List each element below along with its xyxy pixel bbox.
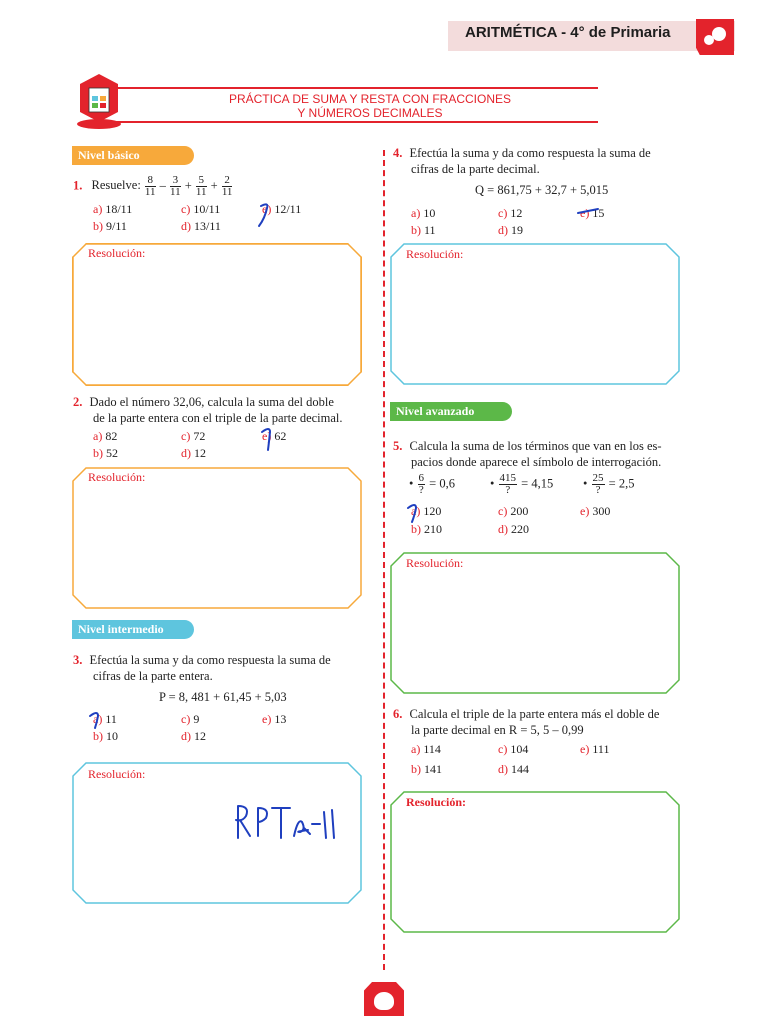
item-2: • $\frac{415}{?}$ = 4,15 (490, 472, 554, 496)
option-c[interactable]: c) 10/11 (181, 202, 221, 216)
question-4: 4. Efectúa la suma y da como respuesta la suma de cifras de la parte decimal. (393, 146, 651, 176)
option-e[interactable]: e) 62 (262, 429, 287, 443)
option-c[interactable]: c) 104 (498, 742, 529, 756)
option-c[interactable]: c) 12 (498, 206, 523, 220)
title-line-1: PRÁCTICA DE SUMA Y RESTA CON FRACCIONES (228, 92, 512, 106)
question-1: 1. Resuelve: $\frac{8}{11}$ – $\frac{3}{11}$ + $\frac{5}{11}$ + $\frac{2}{11}$ (73, 174, 233, 198)
handwritten-mark (86, 706, 106, 732)
option-a[interactable]: a) 120 (411, 504, 442, 518)
option-d[interactable]: d) 12 (181, 729, 206, 743)
resolution-label: Resolución: (406, 556, 464, 570)
title-rule-top (118, 87, 598, 89)
option-e[interactable]: e) 300 (580, 504, 611, 518)
question-3: 3. Efectúa la suma y da como respuesta la suma de cifras de la parte entera. (73, 653, 331, 683)
fraction: $\frac{2}{11}$ (221, 174, 233, 198)
option-e[interactable]: e) 15 (580, 206, 605, 220)
title-line-2: Y NÚMEROS DECIMALES (297, 106, 443, 120)
header-title: ARITMÉTICA - 4° de Primaria (465, 24, 671, 41)
handwritten-answer (228, 800, 338, 844)
column-divider (383, 150, 385, 970)
option-b[interactable]: b) 9/11 (93, 219, 127, 233)
resolution-box-border (72, 243, 362, 386)
question-text: Resuelve: (91, 178, 141, 193)
question-number: 2. (73, 395, 83, 409)
resolution-box[interactable] (390, 243, 680, 385)
question-number: 4. (393, 146, 403, 160)
option-a[interactable]: a) 82 (93, 429, 118, 443)
fraction: $\frac{3}{11}$ (170, 174, 181, 198)
page-title (150, 92, 590, 120)
handwritten-mark (576, 204, 600, 218)
item-3: • $\frac{25}{?}$ = 2,5 (583, 472, 635, 496)
option-b[interactable]: b) 141 (411, 762, 442, 776)
option-a[interactable]: a) 18/11 (93, 202, 133, 216)
option-a[interactable]: a) 10 (411, 206, 436, 220)
brand-logo-icon (696, 19, 734, 55)
handwritten-mark (258, 424, 278, 454)
option-e[interactable]: e) 13 (262, 712, 287, 726)
resolution-label: Resolución: (88, 246, 146, 260)
option-c[interactable]: c) 72 (181, 429, 206, 443)
resolution-box[interactable] (390, 552, 680, 694)
question-5: 5. Calcula la suma de los términos que van en los es- pacios donde aparece el símbolo de interrogación. (393, 439, 662, 469)
question-number: 3. (73, 653, 83, 667)
option-b[interactable]: b) 210 (411, 522, 442, 536)
resolution-label: Resolución: (406, 795, 466, 809)
question-6: 6. Calcula el triple de la parte entera más el doble de la parte decimal en R = 5, 5 – 0,99 (393, 707, 660, 737)
resolution-box[interactable] (390, 791, 680, 933)
option-a[interactable]: a) 114 (411, 742, 441, 756)
option-d[interactable]: d) 12 (181, 446, 206, 460)
option-b[interactable]: b) 11 (411, 223, 436, 237)
option-a[interactable]: a) 11 (93, 712, 117, 726)
practice-emblem-icon (74, 72, 124, 130)
option-b[interactable]: b) 52 (93, 446, 118, 460)
option-c[interactable]: c) 200 (498, 504, 529, 518)
level-tag-advanced: Nivel avanzado (390, 402, 512, 421)
option-d[interactable]: d) 220 (498, 522, 529, 536)
question-number: 5. (393, 439, 403, 453)
question-number: 6. (393, 707, 403, 721)
option-c[interactable]: c) 9 (181, 712, 200, 726)
footer-logo-icon (364, 982, 404, 1016)
option-d[interactable]: d) 144 (498, 762, 529, 776)
option-d[interactable]: d) 19 (498, 223, 523, 237)
option-e[interactable]: e) 12/11 (262, 202, 302, 216)
handwritten-mark (404, 500, 424, 526)
resolution-box[interactable] (72, 467, 362, 609)
question-2: 2. Dado el número 32,06, calcula la suma del doble de la parte entera con el triple de la parte decimal. (73, 395, 343, 425)
option-e[interactable]: e) 111 (580, 742, 610, 756)
question-number: 1. (73, 178, 83, 193)
fraction: $\frac{8}{11}$ (144, 174, 156, 198)
level-tag-intermediate: Nivel intermedio (72, 620, 194, 639)
option-d[interactable]: d) 13/11 (181, 219, 221, 233)
option-b[interactable]: b) 10 (93, 729, 118, 743)
resolution-label: Resolución: (88, 767, 146, 781)
handwritten-mark (255, 200, 275, 230)
resolution-label: Resolución: (88, 470, 146, 484)
fraction: $\frac{5}{11}$ (195, 174, 207, 198)
level-tag-basic: Nivel básico (72, 146, 194, 165)
resolution-label: Resolución: (406, 247, 464, 261)
formula: P = 8, 481 + 61,45 + 5,03 (159, 690, 287, 704)
title-rule-bottom (108, 121, 598, 123)
formula: Q = 861,75 + 32,7 + 5,015 (475, 183, 609, 197)
item-1: • $\frac{6}{?}$ = 0,6 (409, 472, 455, 496)
